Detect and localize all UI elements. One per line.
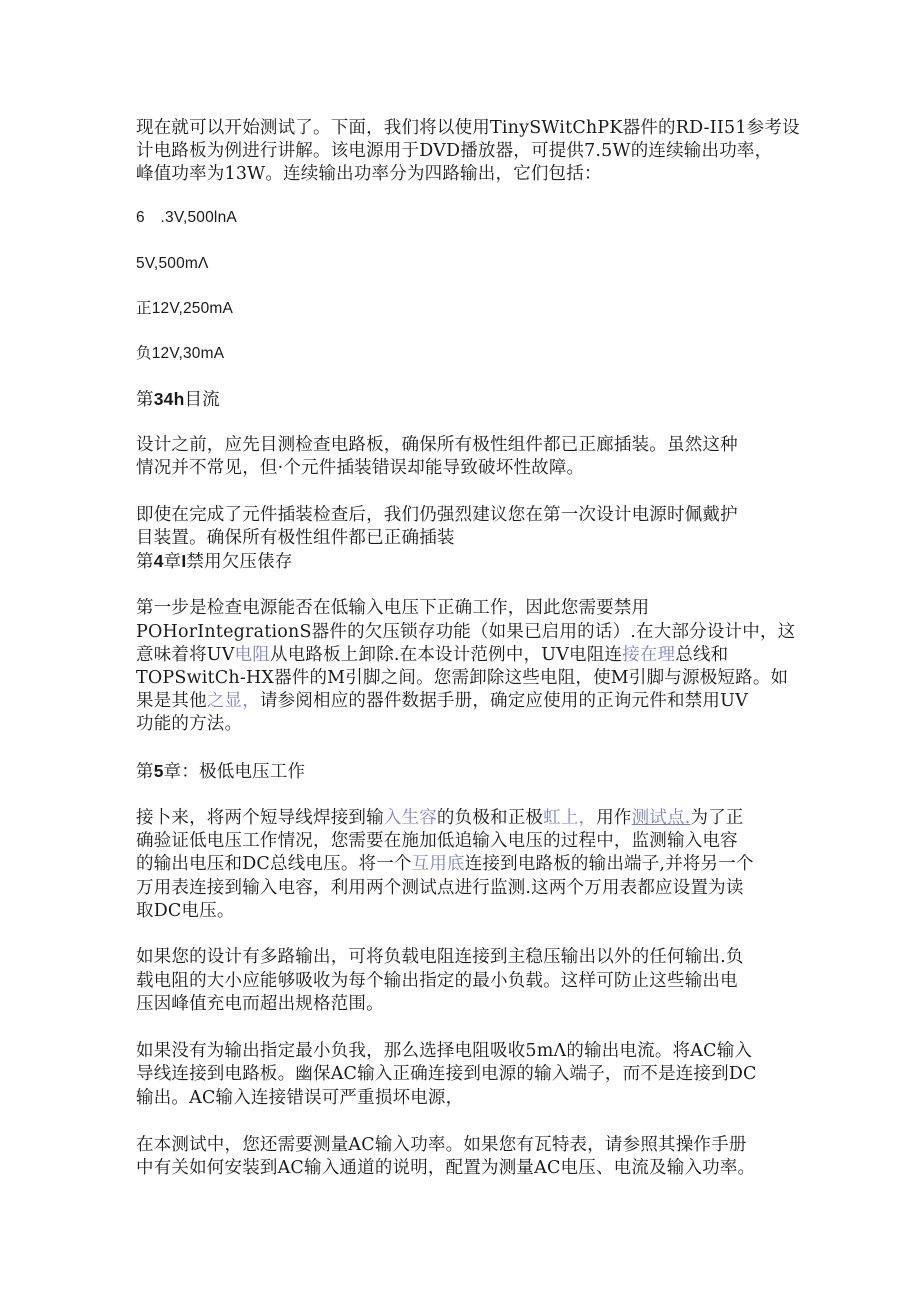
text-segment: 的负极和正极 [436, 808, 544, 828]
heading-separator: I [181, 551, 187, 571]
ch5-p3-line-3: 输出。AC输入连接错误可严重损坏电源， [136, 1088, 464, 1108]
ch5-p4-line-1: 在本测试中，您还需要测量AC输入功率。如果您有瓦特表，请参照其操作手册 [136, 1135, 747, 1155]
ch5-p3-line-1: 如果没有为输出指定最小负我，那么选择电阻吸收5mΛ的输出电流。将AC输入 [136, 1041, 753, 1061]
ch3-p2-line-2: 目装置。确保所有极性组件都已正确插装 [136, 528, 455, 548]
heading-number: 5 [153, 761, 164, 781]
ch5-p2-line-1: 如果您的设计有多路输出，可将负载电阻连接到主稳压输出以外的任何输出.负 [136, 947, 744, 967]
text-segment: 用作 [596, 808, 632, 828]
intro-line-3: 峰值功率为13W。连续输出功率分为四路输出，它们包括： [136, 164, 602, 184]
ch3-p2-line-1: 即使在完成了元件插装检查后，我们仍强烈建议您在第一次设计电源时佩戴护 [136, 505, 738, 525]
chapter-3-heading [136, 387, 220, 412]
ch3-p1-line-2: 情况并不常见，但·个元件插装错误却能导致破坏性故障。 [136, 458, 585, 478]
heading-prefix: 第 [136, 762, 154, 782]
text-segment: 为了正 [690, 808, 744, 828]
link-input-capacitor[interactable]: 入生容 [383, 808, 437, 828]
heading-title: 禁用欠压俵存 [186, 552, 293, 572]
text-segment: 意味着将UV [136, 645, 235, 665]
heading-title: 章：极低电压工作 [163, 762, 306, 782]
ch4-line-6: 功能的方法。 [136, 714, 243, 734]
intro-line-2: 计电路板为例进行讲解。该电源用于DVD播放器，可提供7.5W的连续输出功率， [136, 141, 773, 161]
text-segment: 请参阅相应的器件数据手册，确定应使用的正询元件和禁用UV [259, 691, 748, 711]
output-item-5v: 5V,500mΛ [136, 255, 209, 272]
ch5-p2-line-3: 压因峰值充电而超出规格范围。 [136, 994, 384, 1014]
output-item-3v3: 6 .3V,500lnA [136, 209, 237, 226]
ch5-p3-line-2: 导线连接到电路板。幽保AC输入正确连接到电源的输入端子，而不是连接到DC [136, 1064, 757, 1084]
ch4-line-1: 第一步是检查电源能否在低输入电压下正确工作，因此您需要禁用 [136, 598, 650, 618]
ch4-line-3 [136, 643, 728, 667]
text-segment: 连接到电路板的输出端子,并将另一个 [464, 854, 754, 874]
ch4-line-4: TOPSwitCh-HX器件的M引脚之间。您需卸除这些电阻，使M引脚与源极短路。如 [136, 668, 789, 688]
heading-title: 目流 [184, 390, 220, 410]
text-segment: 的输出电压和DC总线电压。将一个 [136, 854, 412, 874]
ch4-line-5 [136, 689, 748, 713]
ch5-p1-line-3 [136, 852, 754, 876]
ch5-p1-line-2: 确验证低电压工作情况，您需要在施加低追输入电压的过程中，监测输入电容 [136, 831, 738, 851]
output-item-pos12v: 正12V,250mA [136, 300, 234, 317]
chapter-4-heading [136, 549, 293, 574]
text-segment: 总线和 [675, 645, 729, 665]
heading-prefix: 第 [136, 390, 154, 410]
heading-mid: 章 [163, 552, 182, 572]
ch5-p4-line-2: 中有关如何安装到AC输入通道的说明，配置为测量AC电压、电流及输入功率。 [136, 1158, 756, 1178]
heading-number: 34h [153, 389, 185, 409]
ch5-p1-line-1 [136, 806, 744, 830]
heading-prefix: 第 [136, 552, 154, 572]
text-segment: 从电路板上卸除.在本设计范例中，UV电阻连 [270, 645, 623, 665]
link-other[interactable]: 之显， [206, 691, 260, 711]
heading-number: 4 [153, 551, 164, 571]
link-test-point[interactable]: 测试点. [631, 808, 691, 828]
chapter-5-heading [136, 759, 305, 784]
link-pole[interactable]: 虹上， [543, 808, 597, 828]
link-resistor[interactable]: 电阻 [234, 645, 270, 665]
link-connected[interactable]: 接在理 [622, 645, 676, 665]
ch5-p2-line-2: 载电阻的大小应能够吸收为每个输出指定的最小负载。这样可防止这些输出电 [136, 971, 738, 991]
ch4-line-2: POHorIntegrationS器件的欠压锁存功能（如果已启用的话）.在大部分设计中，这 [136, 622, 796, 642]
ch3-p1-line-1: 设计之前，应先目测检查电路板，确保所有极性组件都已正廊插装。虽然这种 [136, 435, 738, 455]
ch5-p1-line-5: 取DC电压。 [136, 901, 235, 921]
link-multimeter[interactable]: 互用底 [411, 854, 465, 874]
intro-line-1: 现在就可以开始测试了。下面，我们将以使用TinySWitChPK器件的RD-II51参考设 [136, 118, 800, 138]
text-segment: 果是其他 [136, 691, 207, 711]
ch5-p1-line-4: 万用表连接到输入电容，利用两个测试点进行监测.这两个万用表都应设置为读 [136, 878, 744, 898]
text-segment: 接卜来，将两个短导线焊接到输 [136, 808, 384, 828]
output-item-neg12v: 负12V,30mA [136, 345, 225, 362]
